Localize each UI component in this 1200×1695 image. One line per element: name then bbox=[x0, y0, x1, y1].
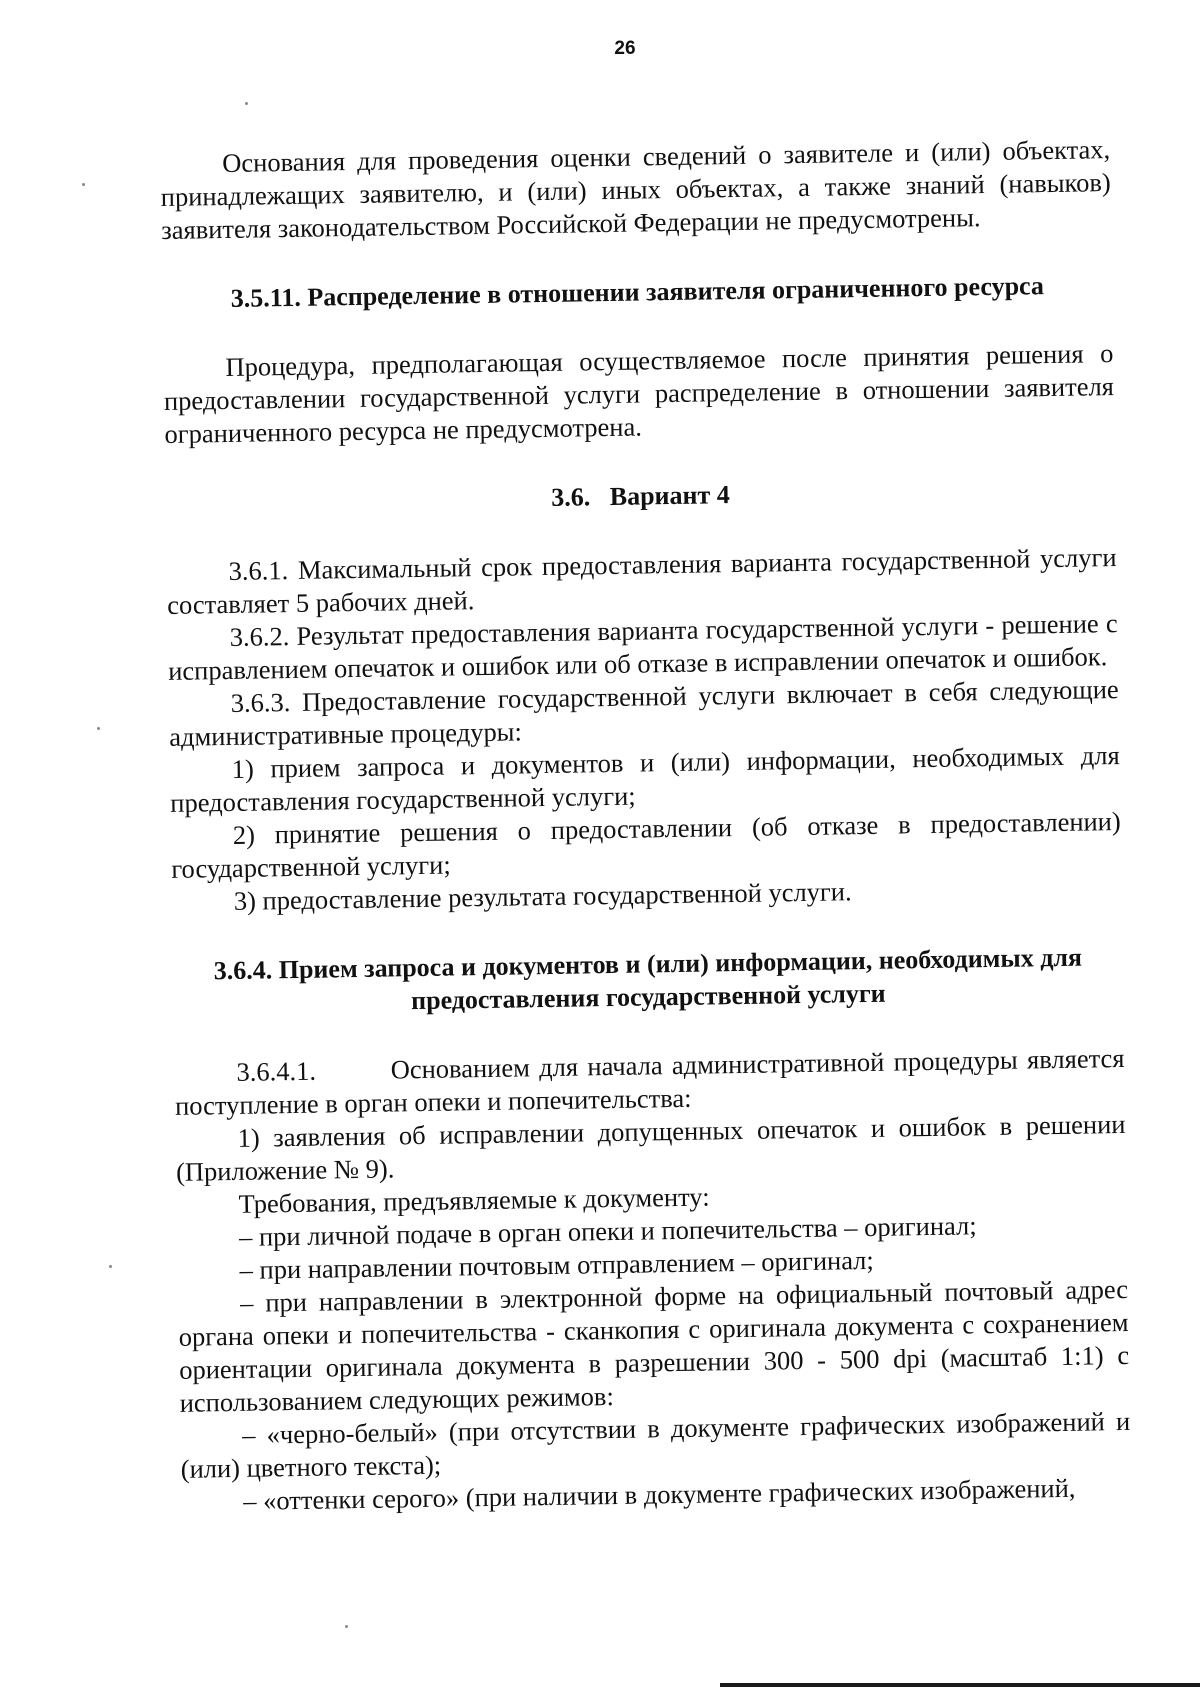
mode-grayscale: – «оттенки серого» (при наличии в документе графических изображений, bbox=[243, 1472, 1076, 1516]
scan-speck bbox=[345, 1625, 348, 1628]
paragraph-3-6-1: 3.6.1. Максимальный срок предоставления варианта государственной услуги составляет 5 рабочих дней. bbox=[166, 542, 1117, 620]
heading-3-6-variant-4: 3.6. Вариант 4 bbox=[551, 480, 731, 512]
list-item-1: 1) прием запроса и документов и (или) информации, необходимых для предоставления государственной услуги; bbox=[170, 740, 1120, 818]
requirement-in-person: – при личной подаче в орган опеки и попечительства – оригинал; bbox=[238, 1210, 977, 1252]
scan-speck bbox=[109, 1265, 112, 1268]
requirement-postal: – при направлении почтовым отправлением – оригинал; bbox=[239, 1244, 874, 1285]
page-number: 26 bbox=[614, 38, 636, 59]
paragraph-application-item: 1) заявления об исправлении допущенных опечаток и ошибок в решении (Приложение № 9). bbox=[175, 1108, 1126, 1187]
requirement-electronic: – при направлении в электронной форме на официальный почтовый адрес органа опеки и попечительства - сканкопия с оригинала документа с сохранением ориентации оригинала документа в разрешении 300 - 500 dpi (масштаб 1:1) с использованием следующих режимов: bbox=[178, 1273, 1130, 1418]
paragraph-resource-distribution: Процедура, предполагающая осуществляемое после принятия решения о предоставлении государственной услуги распределение в отношении заявителя ограниченного ресурса не предусмотрена. bbox=[163, 338, 1115, 449]
scan-speck bbox=[82, 183, 85, 186]
heading-3-6-4: 3.6.4. Прием запроса и документов и (или) информации, необходимых для предоставления государственной услуги bbox=[213, 942, 1083, 1016]
paragraph-3-6-2: 3.6.2. Результат предоставления варианта государственной услуги - решение с исправлением опечаток и ошибок или об отказе в исправлении опечаток и ошибок. bbox=[167, 608, 1118, 686]
paragraph-3-6-3: 3.6.3. Предоставление государственной услуги включает в себя следующие административные процедуры: bbox=[169, 674, 1119, 752]
list-item-3: 3) предоставление результата государственной услуги. bbox=[233, 876, 852, 916]
list-item-2: 2) принятие решения о предоставлении (об отказе в предоставлении) государственной услуги; bbox=[171, 805, 1121, 884]
mode-black-white: – «черно-белый» (при отсутствии в документе графических изображений и (или) цветного текста); bbox=[180, 1405, 1131, 1484]
paragraph-3-6-4-1: 3.6.4.1. Основанием для начала административной процедуры является поступление в орган опеки и попечительства: bbox=[174, 1042, 1132, 1121]
paragraph-assessment-grounds: Основания для проведения оценки сведений о заявителе и (или) объектах, принадлежащих заявителю, и (или) иных объектах, а также знаний (навыков) заявителя законодательством Российской Федерации не предусмотрены. bbox=[160, 134, 1111, 245]
scan-speck bbox=[245, 102, 248, 105]
paragraph-requirements: Требования, предъявляемые к документу: bbox=[238, 1181, 710, 1219]
document-body bbox=[160, 133, 1131, 1519]
heading-3-5-11: 3.5.11. Распределение в отношении заявителя ограниченного ресурса bbox=[230, 271, 1045, 313]
scan-edge-line bbox=[720, 1683, 1200, 1687]
scan-speck bbox=[97, 727, 100, 730]
